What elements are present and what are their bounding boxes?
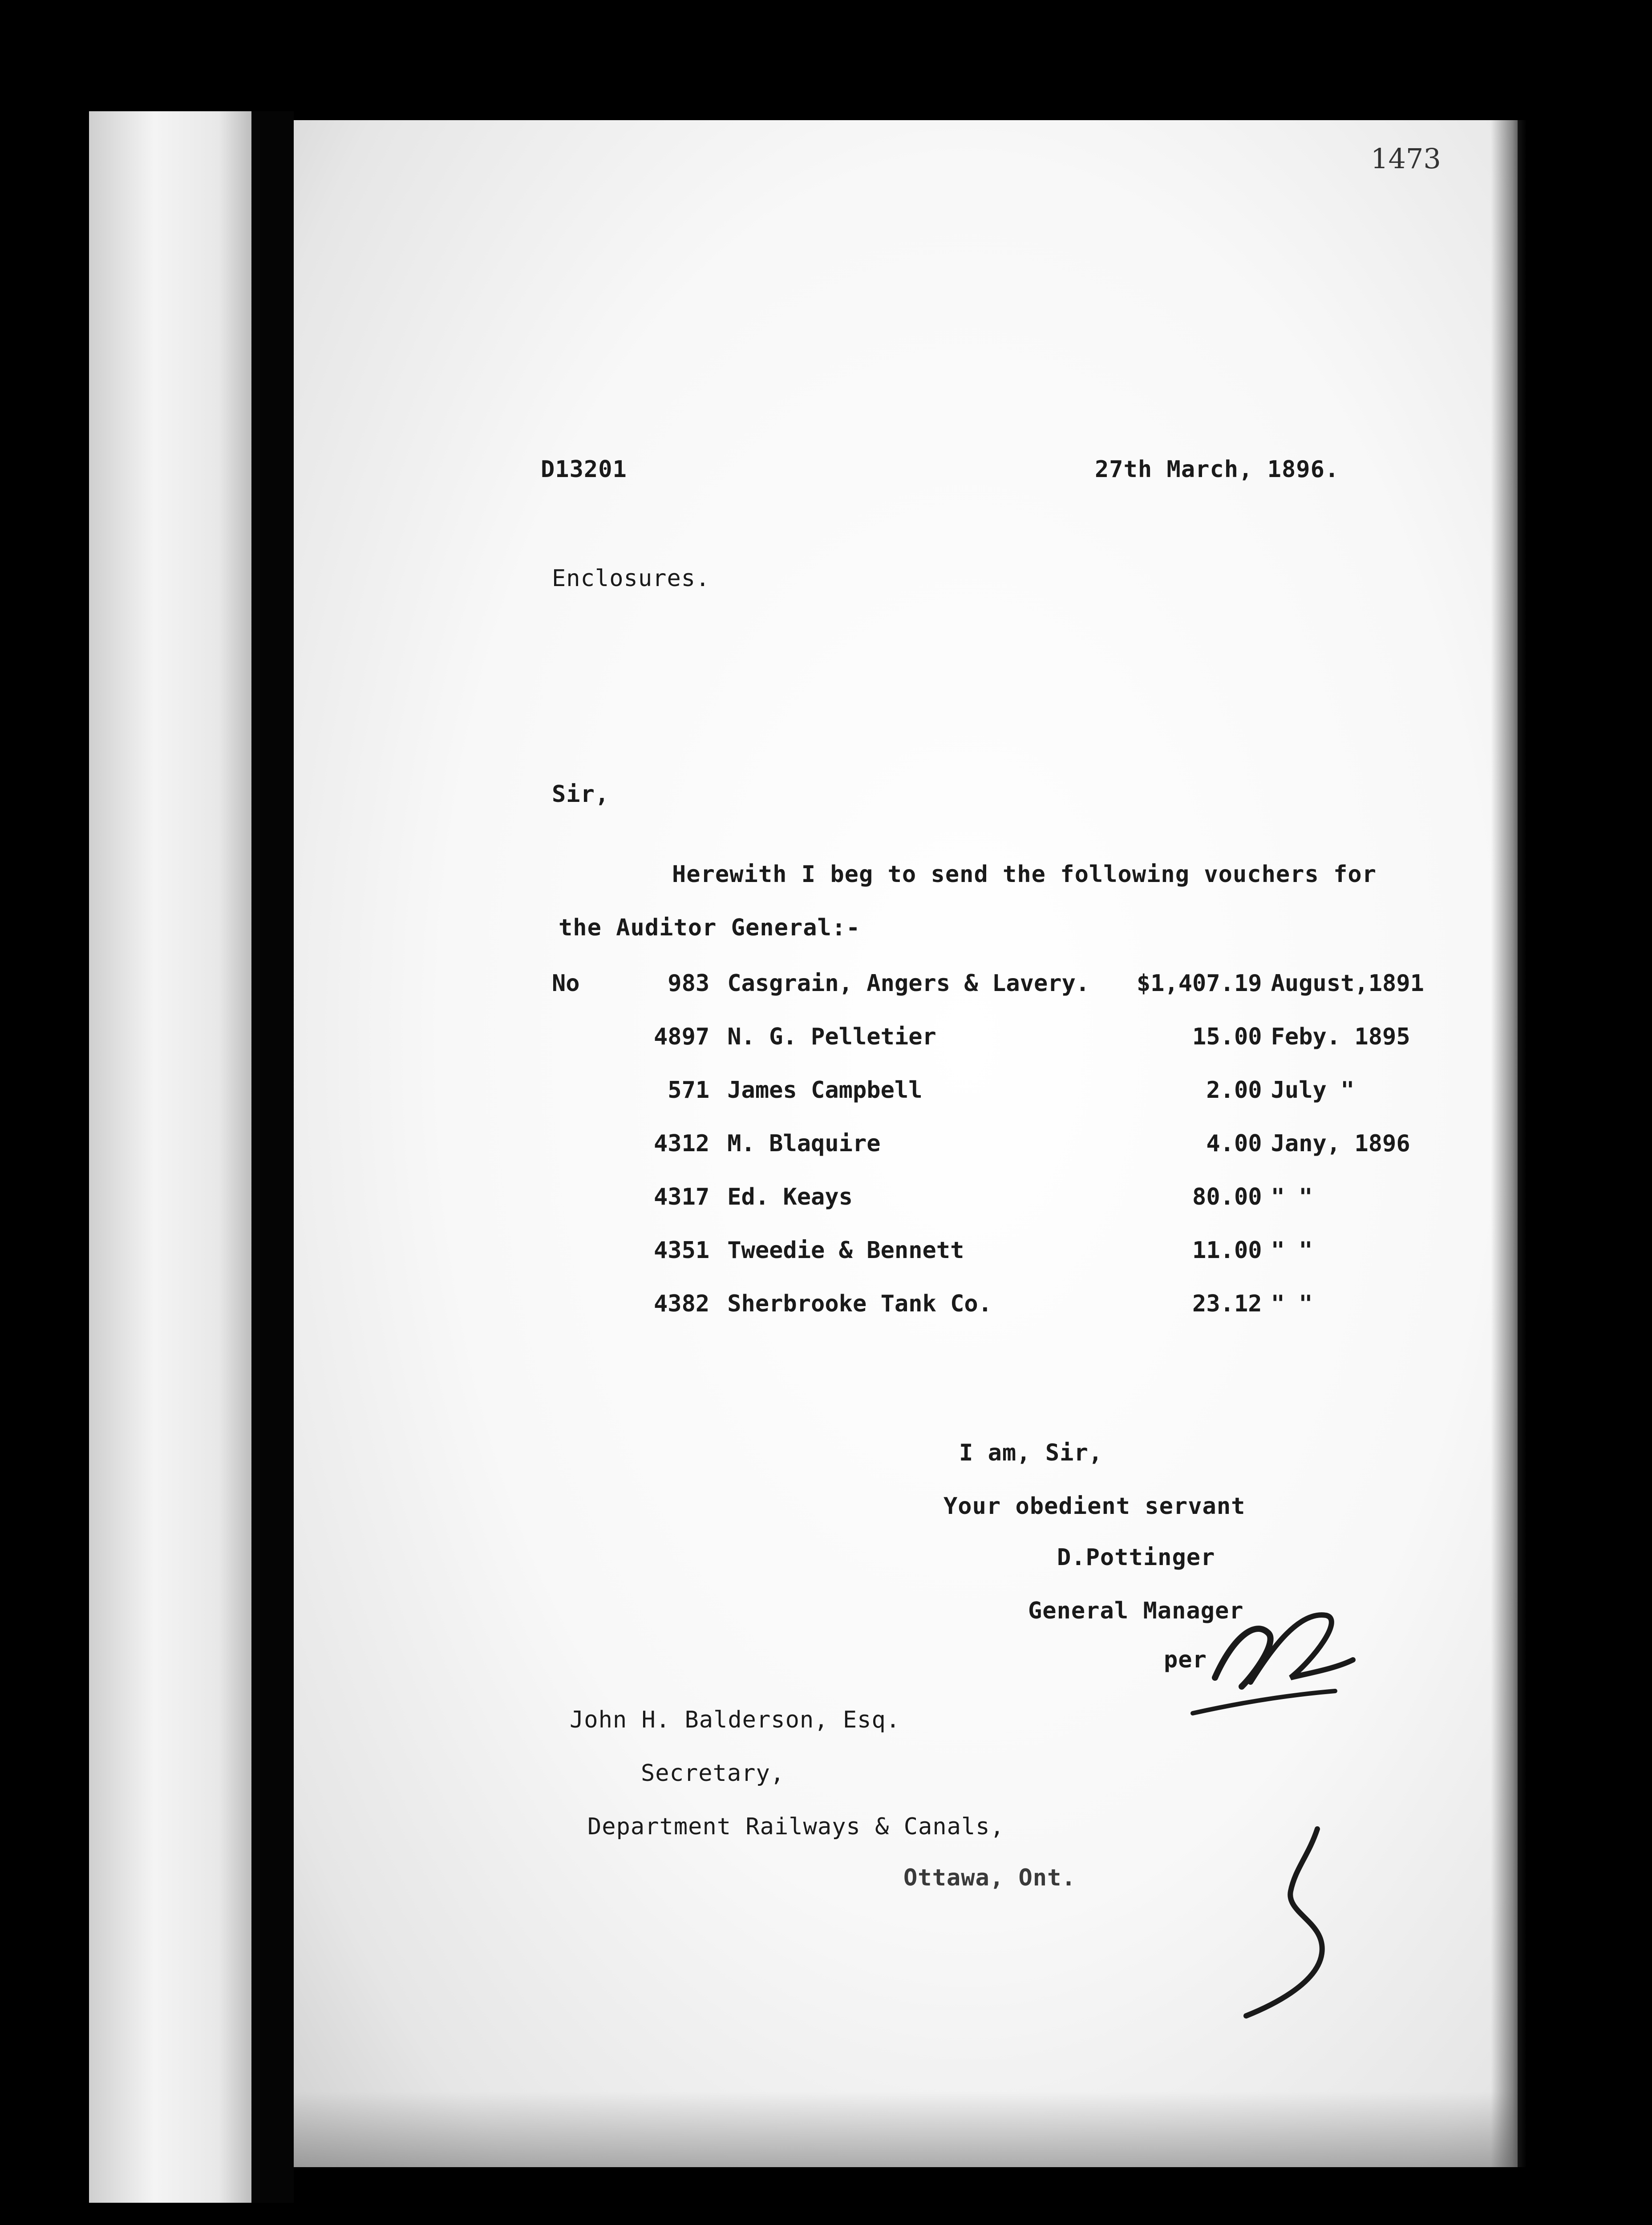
vouchers-table [552,957,1424,1331]
voucher-prefix [552,1170,618,1224]
handwritten-initials-signature [1166,1584,1371,1744]
voucher-date: " " [1271,1184,1313,1210]
voucher-amount: 23.12 [1192,1290,1262,1317]
voucher-payee: M. Blaquire [727,1130,881,1157]
voucher-number: 983 [668,970,710,997]
voucher-row [552,1117,1424,1170]
voucher-prefix: No [552,970,580,997]
voucher-payee: Ed. Keays [727,1184,853,1210]
voucher-amount: 11.00 [1192,1237,1262,1264]
voucher-date: Jany, 1896 [1271,1130,1410,1157]
voucher-payee: N. G. Pelletier [727,1024,936,1050]
voucher-number: 4382 [653,1290,710,1317]
voucher-prefix [552,1010,618,1064]
salutation: Sir, [552,781,610,808]
voucher-number: 4351 [653,1237,710,1264]
addressee-title: Secretary, [641,1760,785,1787]
voucher-amount: 80.00 [1192,1184,1262,1210]
voucher-date: August,1891 [1271,970,1424,997]
voucher-amount: 4.00 [1206,1130,1262,1157]
page-edge-shadow [1491,120,1526,2167]
voucher-amount: $1,407.19 [1136,970,1262,997]
voucher-row [552,1224,1424,1277]
voucher-payee: Casgrain, Angers & Lavery. [727,970,1090,997]
voucher-prefix [552,1117,618,1170]
per-label: per [1164,1646,1207,1673]
voucher-payee: James Campbell [727,1077,923,1104]
voucher-row [552,1170,1424,1224]
voucher-row [552,957,1424,1010]
page-number: 1473 [1371,142,1441,175]
body-line-1: Herewith I beg to send the following vouchers for [672,861,1377,888]
voucher-prefix [552,1277,618,1331]
voucher-prefix [552,1224,618,1277]
addressee-city: Ottawa, Ont. [903,1865,1076,1891]
enclosures-label: Enclosures. [552,565,710,592]
addressee-department: Department Railways & Canals, [587,1813,1004,1840]
voucher-date: Feby. 1895 [1271,1024,1410,1050]
closing-line-1: I am, Sir, [959,1440,1103,1466]
film-left-strip [89,111,251,2203]
voucher-row [552,1010,1424,1064]
voucher-amount: 15.00 [1192,1024,1262,1050]
addressee-name: John H. Balderson, Esq. [570,1707,901,1733]
voucher-number: 4317 [653,1184,710,1210]
voucher-date: " " [1271,1237,1313,1264]
voucher-prefix [552,1064,618,1117]
signer-title: General Manager [1028,1598,1244,1624]
voucher-amount: 2.00 [1206,1077,1262,1104]
voucher-number: 571 [668,1077,710,1104]
letter-reference: D13201 [541,456,627,483]
pencil-scrawl-mark [1242,1820,1348,2025]
body-line-2: the Auditor General:- [559,914,861,941]
voucher-row [552,1277,1424,1331]
voucher-payee: Sherbrooke Tank Co. [727,1290,992,1317]
voucher-date: " " [1271,1290,1313,1317]
voucher-number: 4897 [653,1024,710,1050]
voucher-date: July " [1271,1077,1355,1104]
film-gutter [251,111,294,2203]
letter-date: 27th March, 1896. [1095,456,1340,483]
voucher-row [552,1064,1424,1117]
page-bottom-shadow [294,2092,1518,2167]
signer-name: D.Pottinger [1057,1544,1215,1571]
voucher-number: 4312 [653,1130,710,1157]
closing-line-2: Your obedient servant [943,1493,1246,1520]
voucher-payee: Tweedie & Bennett [727,1237,964,1264]
